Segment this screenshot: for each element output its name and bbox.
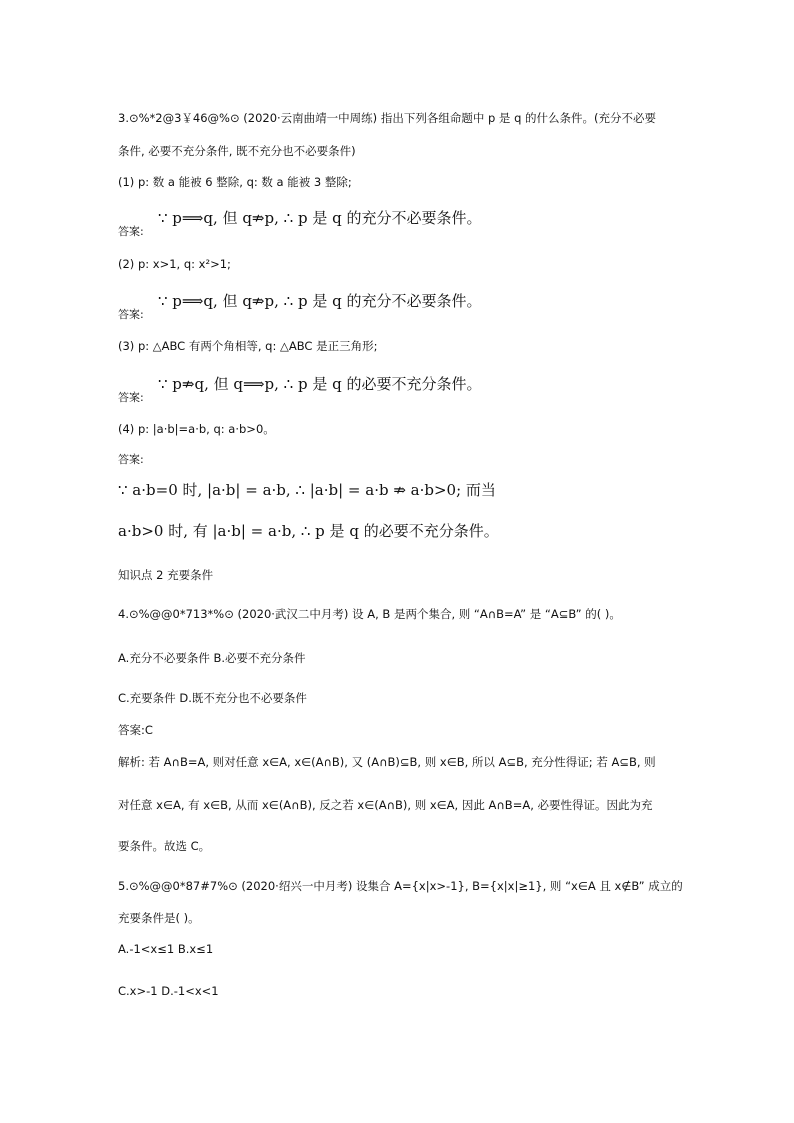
answer-label: 答案: (118, 308, 144, 321)
q5-question-line-2: 充要条件是( )。 (118, 911, 200, 925)
q4-options-ab: A.充分不必要条件 B.必要不充分条件 (118, 651, 306, 665)
answer-text: ∵ p⟹q, 但 q⇏p, ∴ p 是 q 的充分不必要条件。 (158, 209, 482, 227)
q4-analysis-line-1: 解析: 若 A∩B=A, 则对任意 x∈A, x∈(A∩B), 又 (A∩B)⊆B, 则 x∈B, 所以 A⊆B, 充分性得证; 若 A⊆B, 则 (118, 755, 656, 769)
answer-label: 答案: (118, 391, 144, 404)
q3-header: 3.⊙%*2@3￥46@%⊙ (2020·云南曲靖一中周练) 指出下列各组命题中 p 是 q 的什么条件。(充分不必要 (118, 111, 657, 125)
q4-analysis-line-2: 对任意 x∈A, 有 x∈B, 从而 x∈(A∩B), 反之若 x∈(A∩B), 则 x∈A, 因此 A∩B=A, 必要性得证。因此为充 (118, 798, 653, 812)
q3-item-4-prompt: (4) p: |a·b|=a·b, q: a·b>0。 (118, 422, 275, 436)
q4-question: 4.⊙%@@0*713*%⊙ (2020·武汉二中月考) 设 A, B 是两个集合, 则 “A∩B=A” 是 “A⊆B” 的( )。 (118, 607, 621, 621)
q3-item-4-answer-line-2: a·b>0 时, 有 |a·b| = a·b, ∴ p 是 q 的必要不充分条件。 (118, 522, 499, 540)
q5-options-ab: A.-1<x≤1 B.x≤1 (118, 942, 214, 956)
q3-item-4-answer-line-1: ∵ a·b=0 时, |a·b| = a·b, ∴ |a·b| = a·b ⇏ a·b>0; 而当 (118, 481, 496, 499)
q4-answer: 答案:C (118, 723, 153, 737)
q5-question-line-1: 5.⊙%@@0*87#7%⊙ (2020·绍兴一中月考) 设集合 A={x|x>-1}, B={x|x|≥1}, 则 “x∈A 且 x∉B” 成立的 (118, 879, 683, 893)
q3-header-continued: 条件, 必要不充分条件, 既不充分也不必要条件) (118, 144, 356, 158)
q4-options-cd: C.充要条件 D.既不充分也不必要条件 (118, 691, 307, 705)
q4-analysis-line-3: 要条件。故选 C。 (118, 839, 211, 853)
answer-label: 答案: (118, 225, 144, 238)
q5-options-cd: C.x>-1 D.-1<x<1 (118, 984, 219, 998)
q3-item-2-prompt: (2) p: x>1, q: x²>1; (118, 257, 231, 271)
q3-item-1-prompt: (1) p: 数 a 能被 6 整除, q: 数 a 能被 3 整除; (118, 175, 352, 189)
answer-text: ∵ p⇏q, 但 q⟹p, ∴ p 是 q 的必要不充分条件。 (158, 375, 482, 393)
q3-item-3-prompt: (3) p: △ABC 有两个角相等, q: △ABC 是正三角形; (118, 339, 378, 353)
q3-item-4-answer-label: 答案: (118, 453, 144, 466)
section-heading: 知识点 2 充要条件 (118, 568, 214, 582)
answer-text: ∵ p⟹q, 但 q⇏p, ∴ p 是 q 的充分不必要条件。 (158, 292, 482, 310)
